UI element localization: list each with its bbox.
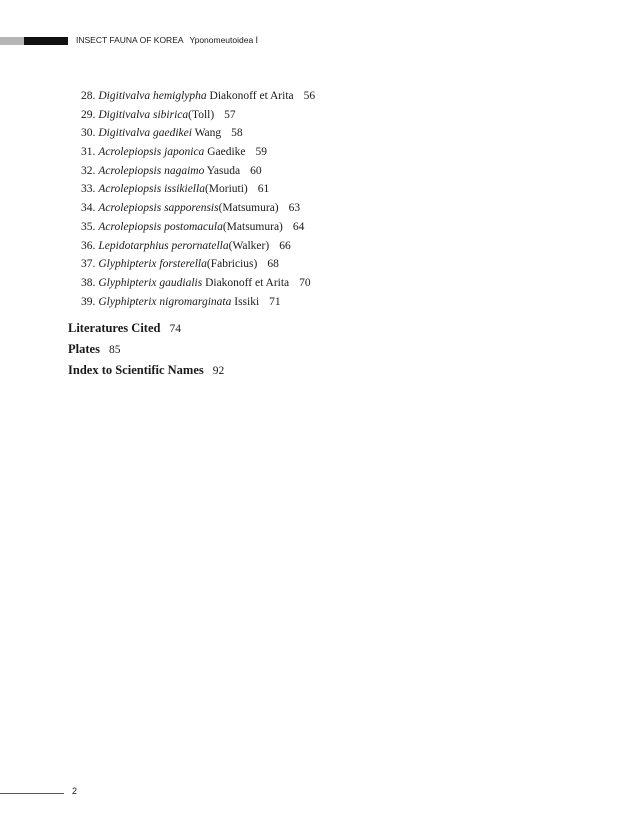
page-ref: 58: [231, 127, 243, 140]
author: (Fabricius): [206, 258, 258, 271]
toc-entry[interactable]: [81, 87, 315, 106]
toc-entry[interactable]: [81, 218, 315, 237]
entry-number: 32.: [81, 164, 96, 177]
author: Yasuda: [206, 164, 241, 177]
header-bar-dark: [24, 37, 68, 45]
author: Gaedike: [207, 146, 246, 159]
page-ref: 74: [169, 323, 181, 335]
toc-entry[interactable]: [81, 274, 315, 293]
toc-entry[interactable]: [81, 293, 315, 312]
toc-entry[interactable]: [81, 162, 315, 181]
entry-number: 31.: [81, 146, 96, 159]
entry-number: 37.: [81, 258, 96, 271]
running-header: [76, 35, 258, 46]
toc-section-index[interactable]: [68, 360, 224, 381]
entry-number: 30.: [81, 127, 96, 140]
page-ref: 68: [267, 258, 279, 271]
section-title: Plates: [68, 342, 100, 356]
page-ref: 85: [108, 344, 121, 356]
author: Issiki: [234, 295, 260, 308]
author: (Toll): [188, 108, 215, 121]
toc-section-plates[interactable]: [68, 339, 224, 360]
page-ref: 70: [299, 276, 311, 289]
toc-entry[interactable]: [81, 199, 315, 218]
toc-entry[interactable]: [81, 255, 315, 274]
volume-title: Yponomeutoidea Ⅰ: [189, 35, 259, 45]
page-ref: 60: [250, 164, 262, 177]
scientific-name: Glyphipterix gaudialis: [98, 276, 203, 289]
scientific-name: Digitivalva gaedikei: [98, 127, 192, 140]
entry-number: 36.: [81, 239, 96, 252]
author: (Walker): [228, 239, 270, 252]
page-ref: 64: [292, 220, 305, 233]
page-ref: 63: [288, 202, 301, 215]
entry-number: 28.: [81, 90, 96, 102]
section-title: Literatures Cited: [68, 321, 161, 335]
author: Diakonoff et Arita: [205, 276, 290, 289]
author: (Matsumura): [222, 220, 283, 233]
toc-entry[interactable]: [81, 124, 315, 143]
entry-number: 34.: [81, 202, 96, 215]
toc-entry[interactable]: [81, 143, 315, 162]
scientific-name: Digitivalva sibirica: [98, 108, 189, 121]
page-ref: 59: [255, 146, 268, 159]
entry-number: 33.: [81, 183, 96, 196]
toc-section-literatures-cited[interactable]: [68, 318, 224, 339]
series-title: INSECT FAUNA OF KOREA: [76, 35, 184, 45]
page-ref: 57: [224, 108, 236, 121]
author: Diakonoff et Arita: [209, 90, 294, 102]
page-ref: 61: [257, 183, 270, 196]
page-ref: 92: [212, 365, 225, 377]
entry-number: 29.: [81, 108, 96, 121]
footer-rule: [0, 793, 64, 794]
page-ref: 66: [279, 239, 291, 252]
scientific-name: Acrolepiopsis sapporensis: [98, 202, 219, 215]
page-number: 2: [72, 786, 78, 796]
scientific-name: Acrolepiopsis japonica: [98, 146, 205, 159]
scientific-name: Glyphipterix nigromarginata: [98, 295, 232, 308]
toc-main-sections: [68, 318, 224, 381]
author: (Matsumura): [218, 202, 279, 215]
scientific-name: Digitivalva hemiglypha: [98, 90, 207, 102]
scientific-name: Lepidotarphius perornatella: [98, 239, 229, 252]
author: (Moriuti): [204, 183, 248, 196]
entry-number: 39.: [81, 295, 96, 308]
author: Wang: [194, 127, 222, 140]
section-title: Index to Scientific Names: [68, 363, 204, 377]
page-ref: 71: [269, 295, 281, 308]
entry-number: 35.: [81, 220, 96, 233]
scientific-name: Glyphipterix forsterella: [98, 258, 207, 271]
scientific-name: Acrolepiopsis nagaimo: [98, 164, 205, 177]
scientific-name: Acrolepiopsis issikiella: [98, 183, 205, 196]
toc-entry[interactable]: [81, 180, 315, 199]
scientific-name: Acrolepiopsis postomacula: [98, 220, 223, 233]
toc-species-list: [81, 87, 315, 311]
page-ref: 56: [303, 90, 316, 102]
entry-number: 38.: [81, 276, 96, 289]
toc-entry[interactable]: [81, 106, 315, 125]
toc-entry[interactable]: [81, 237, 315, 256]
